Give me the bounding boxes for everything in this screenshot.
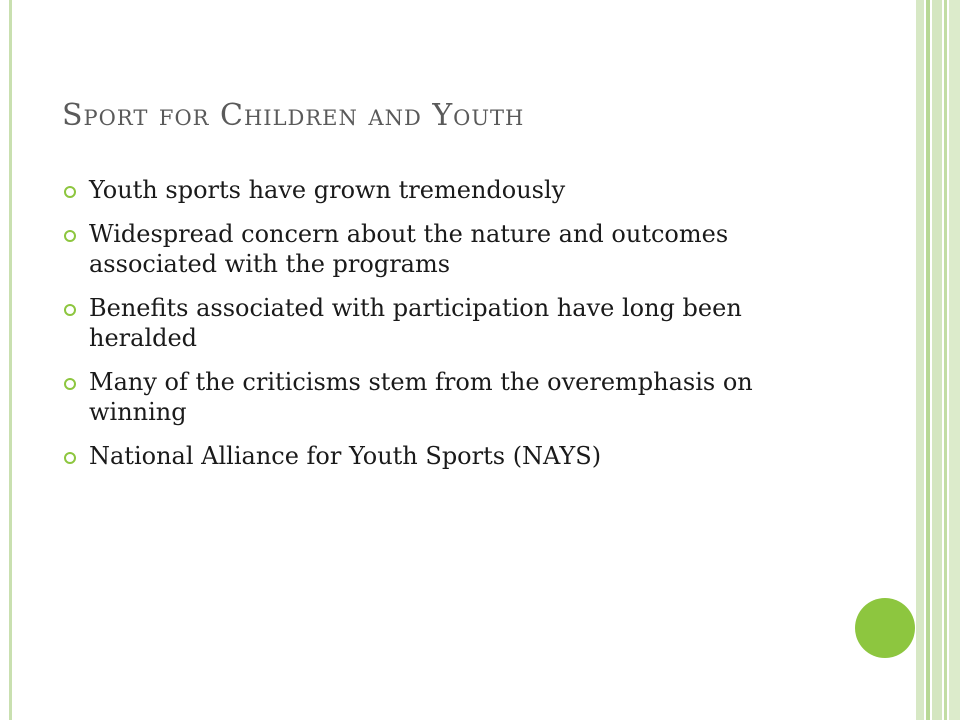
hollow-circle-bullet-icon — [64, 230, 76, 242]
bullet-text: Widespread concern about the nature and outcomes associated with the programs — [89, 220, 729, 278]
bullet-item — [62, 441, 822, 471]
bullet-item — [62, 175, 822, 205]
bullet-text: Many of the criticisms stem from the overemphasis on winning — [89, 368, 753, 426]
hollow-circle-bullet-icon — [64, 304, 76, 316]
left-border-line — [9, 0, 12, 720]
slide-title: Sport for Children and Youth — [62, 98, 525, 133]
bullet-list — [62, 175, 822, 485]
bullet-item — [62, 219, 822, 279]
right-decorative-stripe — [944, 0, 947, 720]
green-circle-decoration — [855, 598, 915, 658]
bullet-text: Benefits associated with participation have long been heralded — [89, 294, 742, 352]
right-decorative-stripe — [916, 0, 924, 720]
hollow-circle-bullet-icon — [64, 186, 76, 198]
bullet-item — [62, 367, 822, 427]
right-decorative-stripe — [949, 0, 960, 720]
hollow-circle-bullet-icon — [64, 378, 76, 390]
right-decorative-stripe — [926, 0, 930, 720]
hollow-circle-bullet-icon — [64, 452, 76, 464]
bullet-text: National Alliance for Youth Sports (NAYS) — [89, 442, 602, 470]
bullet-item — [62, 293, 822, 353]
bullet-text: Youth sports have grown tremendously — [89, 176, 566, 204]
right-decorative-stripe — [932, 0, 942, 720]
